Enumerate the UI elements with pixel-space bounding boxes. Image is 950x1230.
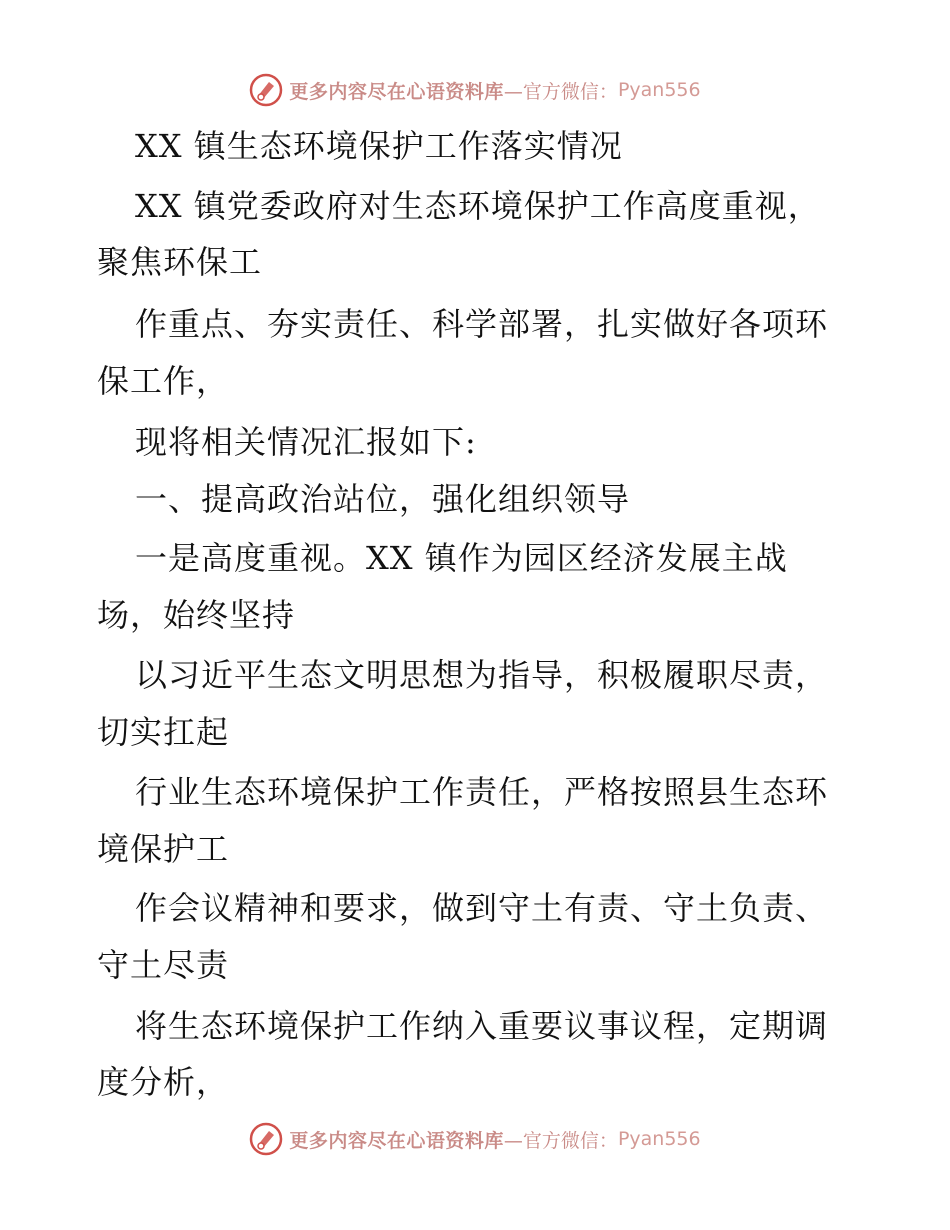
banner-text-main: 更多内容尽在心语资料库	[289, 1129, 504, 1152]
footer-watermark-banner	[0, 1119, 950, 1159]
header-watermark-banner	[0, 70, 950, 110]
paragraph-line: 聚焦环保工	[97, 243, 263, 281]
paragraph-line: 场，始终坚持	[97, 596, 296, 634]
paragraph-line: 一是高度重视。XX 镇作为园区经济发展主战	[135, 539, 788, 577]
logo-icon	[249, 1122, 283, 1156]
paragraph-line: 现将相关情况汇报如下:	[135, 423, 477, 461]
paragraph-line: XX 镇党委政府对生态环境保护工作高度重视，	[135, 187, 821, 225]
paragraph-line: 作重点、夯实责任、科学部署，扎实做好各项环	[135, 305, 829, 343]
banner-text-dash: —官方微信：	[503, 80, 618, 103]
paragraph-line: 将生态环境保护工作纳入重要议事议程，定期调	[135, 1007, 829, 1045]
paragraph-line: 行业生态环境保护工作责任，严格按照县生态环	[135, 773, 829, 811]
banner-text-id: Pyan556	[617, 1128, 701, 1150]
logo-icon	[249, 73, 283, 107]
paragraph-line: 切实扛起	[97, 713, 230, 751]
paragraph-line: 境保护工	[97, 830, 230, 868]
paragraph-line: 守土尽责	[97, 946, 230, 984]
paragraph-line: 度分析，	[97, 1063, 230, 1101]
document-title: XX 镇生态环境保护工作落实情况	[135, 127, 623, 165]
paragraph-line: 以习近平生态文明思想为指导，积极履职尽责，	[135, 656, 829, 694]
banner-text-dash: —官方微信：	[503, 1129, 618, 1152]
banner-text-id: Pyan556	[617, 79, 701, 101]
banner-text-main: 更多内容尽在心语资料库	[289, 80, 504, 103]
paragraph-line: 保工作，	[97, 362, 230, 400]
paragraph-line: 作会议精神和要求，做到守土有责、守土负责、	[135, 889, 829, 927]
section-heading: 一、提高政治站位，强化组织领导	[135, 480, 631, 518]
